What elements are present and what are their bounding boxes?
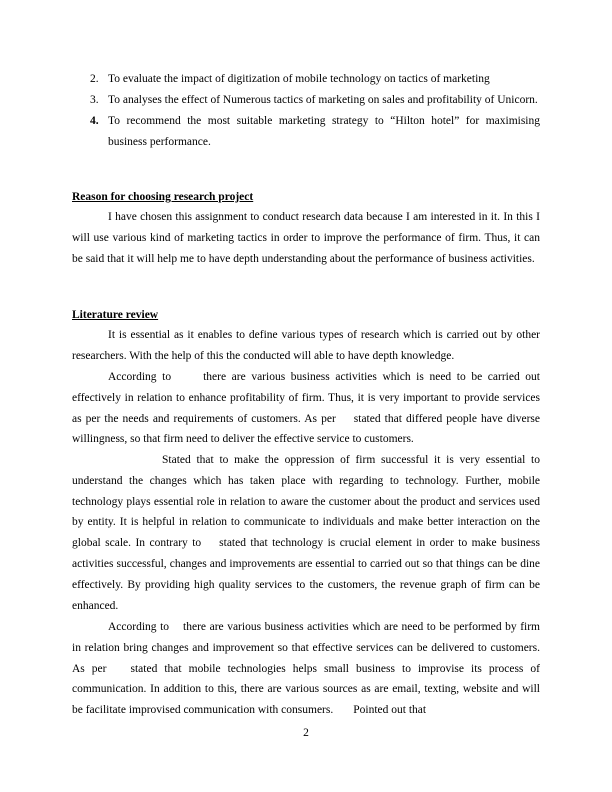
page-number: 2 xyxy=(303,727,309,739)
objective-item xyxy=(90,111,540,153)
objectives-list xyxy=(90,69,540,152)
objective-item xyxy=(90,69,540,90)
objective-text: To recommend the most suitable marketing strategy to “Hilton hotel” for maximising business performance. xyxy=(108,114,540,148)
objective-number: 3. xyxy=(90,94,99,106)
literature-heading: Literature review xyxy=(72,309,159,321)
objective-text: To analyses the effect of Numerous tactics of marketing on sales and profitability of Unicorn. xyxy=(108,94,538,106)
paragraph-text: Stated that to make the oppression of firm successful it is very essential to understand the changes which has taken place with regarding to technology. Further, mobile technology plays essential role in relation to aware the customer about the product and services used by entity. It is helpful in relation to communicate to individuals and make better interaction on the global scale. In contrary to xyxy=(72,454,540,550)
objective-item xyxy=(90,90,540,111)
paragraph-text: Pointed out that xyxy=(353,704,427,717)
paragraph-text: It is essential as it enables to define various types of research which is carried out by other researchers. With the help of this the conducted will able to have depth knowledge. xyxy=(72,329,540,362)
reason-text: I have chosen this assignment to conduct research data because I am interested in it. In this I will use various kind of marketing tactics in order to improve the performance of firm. Thus, it can be said that it will help me to have depth understanding about the performance of business activities. xyxy=(72,211,540,265)
paragraph-text: there are various business activities which are need to be performed by firm in relation bring changes and improvement so that effective services can be delivered to customers. As per xyxy=(72,621,540,675)
objective-number: 4. xyxy=(90,114,99,127)
objective-number: 2. xyxy=(90,73,99,85)
objective-text: To evaluate the impact of digitization of mobile technology on tactics of marketing xyxy=(108,73,490,85)
paragraph-text: stated that mobile technologies helps small business to improvise its process of communication. In addition to this, there are various sources as are email, texting, website and will be facilitate improvised communication with consumers. xyxy=(72,662,540,717)
reason-heading: Reason for choosing research project xyxy=(72,191,254,203)
reason-paragraph xyxy=(72,207,540,269)
literature-paragraph-2 xyxy=(72,367,540,450)
literature-paragraph-3 xyxy=(72,450,540,616)
paragraph-text: According to xyxy=(108,371,172,383)
literature-paragraph-1 xyxy=(72,325,540,367)
paragraph-text: stated that differed people have diverse willingness, so that firm need to deliver the effective service to customers. xyxy=(72,412,541,446)
literature-paragraph-4 xyxy=(72,617,540,721)
paragraph-text: stated that technology is crucial element in order to make business activities successful, changes and improvements are essential to carried out so that things can be dine effectively. By providing high quality services to the customers, the revenue graph of firm can be enhanced. xyxy=(72,537,540,612)
paragraph-text: According to xyxy=(108,621,170,633)
paragraph-text: there are various business activities which is need to be carried out effectively in relation to enhance profitability of firm. Thus, it is very important to provide services as per the needs and requirements of customers. As per xyxy=(72,371,540,425)
